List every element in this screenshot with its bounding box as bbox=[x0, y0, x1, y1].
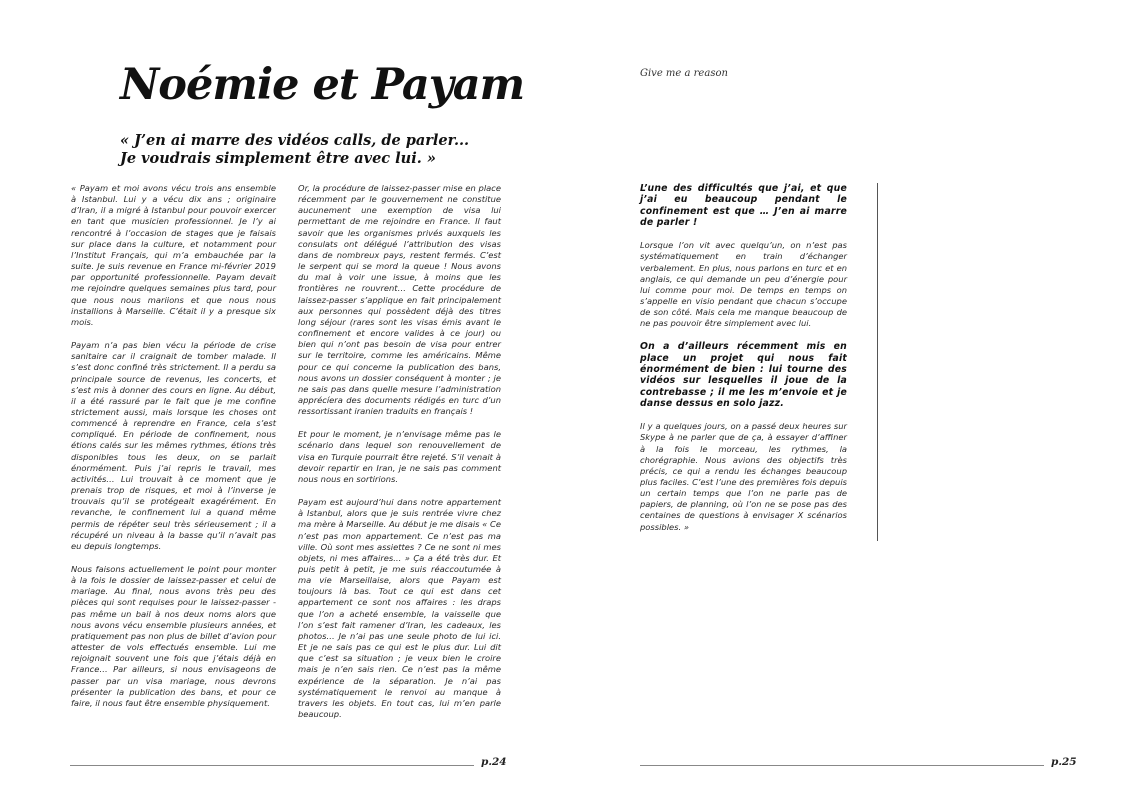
footer-rule bbox=[640, 765, 1044, 766]
article-title: Noémie et Payam bbox=[120, 60, 525, 110]
paragraph: Lorsque l’on vit avec quelqu’un, on n’est pas systématiquement en train d’échanger verbalement. En plus, nous parlons en turc et en anglais, ce qui demande un peu d’énergie pour lui comme pour moi. De temps en temps on s’appelle en visio pendant que chacun s’occupe de son côté. Mais cela me manque beaucoup de ne pas pouvoir être simplement avec lui. bbox=[640, 240, 847, 329]
paragraph: Nous faisons actuellement le point pour monter à la fois le dossier de laissez-passer et celui de mariage. Au final, nous avons très peu des pièces qui sont requises pour le laissez-passer - pas même un bail à nos deux noms alors que nous avons vécu ensemble plusieurs années, et pratiquement pas non plus de billet d’avion pour attester de vols effectués ensemble. Lui me rejoignait souvent une fois que j’étais déjà en France… Par ailleurs, si nous envisageons de passer par un visa mariage, nous devrons présenter la publication des bans, et pour ce faire, il nous faut être ensemble physiquement. bbox=[71, 564, 276, 708]
pull-quote bbox=[120, 132, 470, 168]
text-column-3 bbox=[640, 183, 847, 545]
paragraph: Payam n’a pas bien vécu la période de crise sanitaire car il craignait de tomber malade. Il s’est donc confiné très strictement. Il a perdu sa principale source de revenus, les concerts, et s’est mis à donner des cours en ligne. Au début, il a été rassuré par le fait que je me confine strictement aussi, mais lorsque les choses ont commencé à reprendre en France, cela s’est compliqué. En période de confinement, nous étions calés sur les mêmes rythmes, étions très disponibles tous les deux, on se parlait énormément. Puis j’ai repris le travail, mes activités… Lui trouvait à ce moment que je prenais trop de risques, et moi à l’inverse je trouvais qu’il se protégeait exagérément. En revanche, le confinement lui a quand même permis de répéter seul très sérieusement ; il a récupéré un niveau à la basse qu’il n’avait pas eu depuis longtemps. bbox=[71, 340, 276, 551]
page-number: p.24 bbox=[481, 756, 507, 768]
pull-quote-line-2: Je voudrais simplement être avec lui. » bbox=[120, 150, 436, 168]
paragraph: Payam est aujourd’hui dans notre appartement à Istanbul, alors que je suis rentrée vivre chez ma mère à Marseille. Au début je me disais « Ce n’est pas mon appartement. Ce n’est pas ma ville. Où sont mes assiettes ? Ce ne sont ni mes objets, ni mes affaires... » Ça a été très dur. Et puis petit à petit, je me suis réaccoutumée à ma vie Marseillaise, alors que Payam est toujours là bas. Tout ce qui est dans cet appartement ce sont nos affaires : les draps que l’on a acheté ensemble, la vaisselle que l’on s’est fait ramener d’Iran, les cadeaux, les photos… Je n’ai pas une seule photo de lui ici. Et je ne sais pas ce qui est le plus dur. Lui dit que c’est sa situation ; je veux bien le croire mais je n’en sais rien. Ce n’est pas la même expérience de la séparation. Je n’ai pas systématiquement le renvoi au manque à travers les objets. En tout cas, lui m’en parle beaucoup. bbox=[298, 497, 501, 720]
column-rule bbox=[877, 183, 878, 541]
text-column-2 bbox=[298, 183, 501, 732]
paragraph: Et pour le moment, je n’envisage même pas le scénario dans lequel son renouvellement de visa en Turquie pourrait être rejeté. S’il venait à devoir repartir en Iran, je ne sais pas comment nous nous en sortirions. bbox=[298, 429, 501, 484]
lead-paragraph: On a d’ailleurs récemment mis en place un projet qui nous fait énormément de bien : lui tourne des vidéos sur lesquelles il joue de la contrebasse ; il me les m’envoie et je danse dessus en solo jazz. bbox=[640, 341, 847, 409]
paragraph: « Payam et moi avons vécu trois ans ensemble à Istanbul. Lui y a vécu dix ans ; originaire d’Iran, il a migré à Istanbul pour pouvoir exercer en tant que musicien professionnel. Je l’y ai rencontré à l’occasion de stages que je faisais sur place dans la culture, et notamment pour l’Institut Français, qui m’a embauchée par la suite. Je suis revenue en France mi-février 2019 par opportunité professionnelle. Payam devait me rejoindre quelques semaines plus tard, pour que nous nous mariions et que nous nous installions à Marseille. C’était il y a presque six mois. bbox=[71, 183, 276, 327]
text-column-1 bbox=[71, 183, 276, 721]
lead-paragraph: L’une des difficultés que j’ai, et que j’ai eu beaucoup pendant le confinement est que … J’en ai marre de parler ! bbox=[640, 183, 847, 228]
paragraph: Il y a quelques jours, on a passé deux heures sur Skype à ne parler que de ça, à essayer d’affiner à la fois le morceau, les rythmes, la chorégraphie. Nous avions des objectifs très précis, ce qui a rendu les échanges beaucoup plus faciles. C’est l’une des premières fois depuis un certain temps que l’on ne parle pas de papiers, de planning, où l’on ne se pose pas des centaines de questions à envisager X scénarios possibles. » bbox=[640, 421, 847, 532]
running-title: Give me a reason bbox=[640, 68, 728, 79]
pull-quote-line-1: « J’en ai marre des vidéos calls, de parler... bbox=[120, 132, 470, 149]
paragraph: Or, la procédure de laissez-passer mise en place récemment par le gouvernement ne constitue aucunement une exemption de visa lui permettant de me rejoindre en France. Il faut savoir que les organismes privés auxquels les consulats ont délégué l’attribution des visas dans de nombreux pays, restent fermés. C’est le serpent qui se mord la queue ! Nous avons du mal à voir une issue, à moins que les frontières ne rouvrent… Cette procédure de laissez-passer s’applique en fait principalement aux personnes qui possèdent déjà des titres long séjour (rares sont les visas émis avant le confinement et encore valides à ce jour) ou bien qui n’ont pas besoin de visa pour entrer sur le territoire, comme les américains. Même pour ce qui concerne la publication des bans, nous avons un dossier conséquent à monter ; je ne sais pas dans quelle mesure l’administration apprécíera des documents rédigés en turc d’un ressortissant iranien traduits en français ! bbox=[298, 183, 501, 417]
right-page bbox=[570, 0, 1139, 805]
footer-rule bbox=[70, 765, 474, 766]
page-number: p.25 bbox=[1051, 756, 1077, 768]
